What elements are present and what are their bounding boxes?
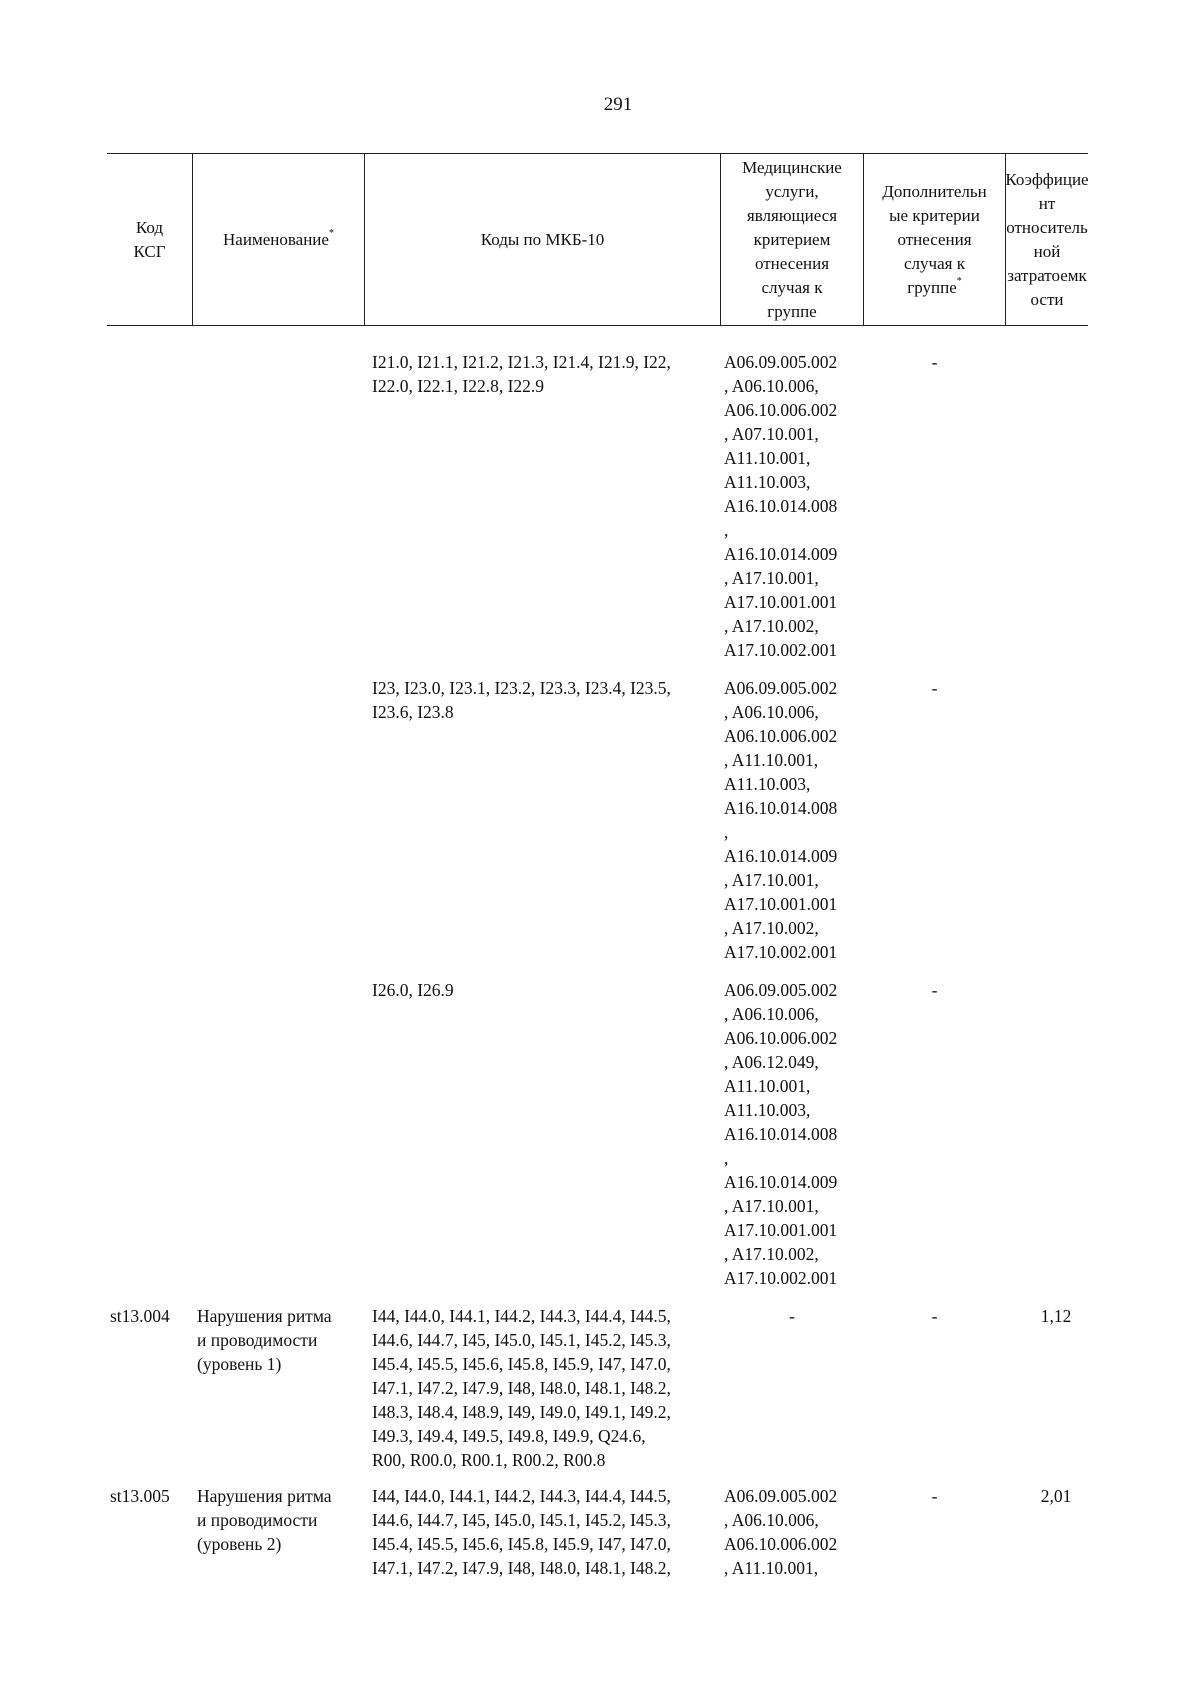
header-services (721, 154, 863, 326)
header-name-footnote-mark: * (328, 228, 334, 239)
header-extra (864, 154, 1005, 326)
row-services: A06.09.005.002 , A06.10.006, A06.10.006.002 , A07.10.001, A11.10.001, A11.10.003, A16.10.014.008 , A16.10.014.009 , A17.10.001, A17.10.001.001 , A17.10.002, A17.10.002.001 (724, 352, 838, 660)
page-number: 291 (603, 94, 633, 115)
row-services: A06.09.005.002 , A06.10.006, A06.10.006.002 , A11.10.001, A11.10.003, A16.10.014.008 , A16.10.014.009 , A17.10.001, A17.10.001.001 , A17.10.002, A17.10.002.001 (724, 678, 838, 962)
header-name-text: Наименование (223, 230, 329, 249)
header-icd (365, 154, 720, 326)
row-icd-codes: I26.0, I26.9 (372, 980, 454, 1000)
row-extra-criteria: - (931, 980, 938, 1000)
row-services: A06.09.005.002 , A06.10.006, A06.10.006.002 , A11.10.001, (724, 1486, 838, 1578)
header-extra-text: Дополнительн ые критерии отнесения случая к группе (882, 182, 987, 297)
row-name: Нарушения ритма и проводимости (уровень 1) (197, 1306, 332, 1374)
header-coef (1006, 154, 1088, 326)
header-code (107, 154, 192, 326)
row-extra-criteria: - (931, 352, 938, 372)
row-name: Нарушения ритма и проводимости (уровень 2) (197, 1486, 332, 1554)
header-name (193, 154, 364, 326)
header-code-text: Код КСГ (133, 218, 166, 261)
header-extra-footnote-mark: * (956, 276, 962, 287)
row-services: - (789, 1306, 795, 1326)
row-services: A06.09.005.002 , A06.10.006, A06.10.006.002 , A06.12.049, A11.10.001, A11.10.003, A16.10.014.008 , A16.10.014.009 , A17.10.001, A17.10.001.001 , A17.10.002, A17.10.002.001 (724, 980, 838, 1288)
row-icd-codes: I23, I23.0, I23.1, I23.2, I23.3, I23.4, I23.5, I23.6, I23.8 (372, 678, 671, 722)
row-coefficient: 2,01 (1040, 1486, 1072, 1506)
row-ksg-code: st13.005 (110, 1486, 170, 1506)
row-extra-criteria: - (931, 1486, 938, 1506)
row-icd-codes: I21.0, I21.1, I21.2, I21.3, I21.4, I21.9, I22, I22.0, I22.1, I22.8, I22.9 (372, 352, 671, 396)
row-extra-criteria: - (931, 678, 938, 698)
header-icd-text: Коды по МКБ-10 (480, 230, 605, 249)
header-coef-text: Коэффицие нт относитель ной затратоемк ости (1005, 170, 1089, 309)
row-icd-codes: I44, I44.0, I44.1, I44.2, I44.3, I44.4, I44.5, I44.6, I44.7, I45, I45.0, I45.1, I45.2, I45.3, I45.4, I45.5, I45.6, I45.8, I45.9, I47, I47.0, I47.1, I47.2, I47.9, I48, I48.0, I48.1, I48.2, I48.3, I48.4, I48.9, I49, I49.0, I49.1, I49.2, I49.3, I49.4, I49.5, I49.8, I49.9, Q24.6, R00, R00.0, R00.1, R00.2, R00.8 (372, 1306, 671, 1470)
header-services-text: Медицинские услуги, являющиеся критерием отнесения случая к группе (742, 158, 842, 321)
row-ksg-code: st13.004 (110, 1306, 170, 1326)
row-coefficient: 1,12 (1040, 1306, 1072, 1326)
row-icd-codes: I44, I44.0, I44.1, I44.2, I44.3, I44.4, I44.5, I44.6, I44.7, I45, I45.0, I45.1, I45.2, I45.3, I45.4, I45.5, I45.6, I45.8, I45.9, I47, I47.0, I47.1, I47.2, I47.9, I48, I48.0, I48.1, I48.2, (372, 1486, 671, 1578)
row-extra-criteria: - (931, 1306, 938, 1326)
